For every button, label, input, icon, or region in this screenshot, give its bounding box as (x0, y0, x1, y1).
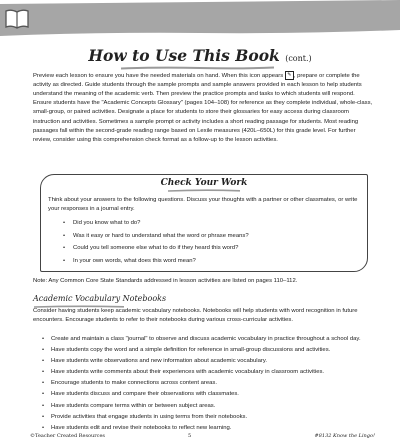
standards-note: Note: Any Common Core State Standards addressed in lesson activities are listed on pages 110–112. (33, 278, 298, 284)
check-your-work-box (40, 174, 368, 272)
page-title-text: How to Use This Book (88, 46, 280, 65)
intro-text-rest: , prepare or complete the activity as directed. Guide students through the sample prompts and sample answers provided in each lesson to help students understand the meaning of the academic verb. Then preview the practice prompts and tasks to which students will respond. Ensure students have the "Academic Concepts Glossary" (pages 104–108) for reference as they complete individual, whole-class, small-group, or paired activities. Designate a place for students to store their glossaries for easy access during classroom instruction and activities. Sometimes a sample prompt or activity includes a short reading passage for students. Most reading passages fall within the second-grade reading range based on Lexile measures (420L–650L) for this grade level. For further review, consider using this comprehension check format as a follow-up to the lesson activities. (33, 73, 373, 143)
page-footer (30, 433, 375, 441)
open-book-icon (3, 6, 31, 32)
check-box-list (63, 217, 249, 267)
footer-page-number: 5 (188, 433, 192, 439)
check-box-title: Check Your Work (160, 178, 248, 188)
intro-text: Preview each lesson to ensure you have the needed materials on hand. When this icon appears (33, 73, 285, 80)
list-item: • Have students compare terms within or between subject areas. (42, 402, 377, 411)
list-item: • Could you tell someone else what to do if they heard this word? (63, 242, 249, 255)
footer-publisher: ©Teacher Created Resources (30, 433, 105, 439)
list-item: • Provide activities that engage students in using terms from their notebooks. (42, 413, 377, 422)
notebook-tips-list (42, 335, 377, 435)
section-intro: Consider having students keep academic vocabulary notebooks. Notebooks will help students with word recognition in future encounters. Encourage students to refer to their notebooks during various cross-curricular activities. (33, 308, 358, 323)
banner-stroke (0, 0, 400, 38)
title-underline (120, 66, 275, 70)
list-item: • Encourage students to make connections across content areas. (42, 379, 377, 388)
page-title (0, 46, 400, 65)
list-item: • Have students write comments about their experiences with academic vocabulary in classroom activities. (42, 368, 377, 377)
page-title-suffix: (cont.) (285, 54, 312, 63)
list-item: • Have students discuss and compare their observations with classmates. (42, 390, 377, 399)
pencil-icon: ✎ (285, 71, 294, 80)
list-item: • Was it easy or hard to understand what the word or phrase means? (63, 230, 249, 243)
header-banner (0, 0, 400, 38)
section-title: Academic Vocabulary Notebooks (33, 294, 167, 303)
list-item: • Have students copy the word and a simple definition for reference in small-group discussions and activities. (42, 346, 377, 355)
list-item: • Have students write observations and new information about academic vocabulary. (42, 357, 377, 366)
check-box-underline (167, 189, 241, 192)
list-item: • In your own words, what does this word mean? (63, 255, 249, 268)
footer-book-title: #8132 Know the Lingo! (314, 433, 375, 439)
list-item: • Create and maintain a class "journal" to observe and discuss academic vocabulary in practice throughout a school day. (42, 335, 377, 344)
list-item: • Have students edit and revise their notebooks to reflect new learning. (42, 424, 377, 433)
check-box-intro: Think about your answers to the following questions. Discuss your thoughts with a partner or other classmates, or write your responses in a journal entry. (48, 197, 358, 212)
list-item: • Did you know what to do? (63, 217, 249, 230)
intro-paragraph (33, 71, 373, 145)
